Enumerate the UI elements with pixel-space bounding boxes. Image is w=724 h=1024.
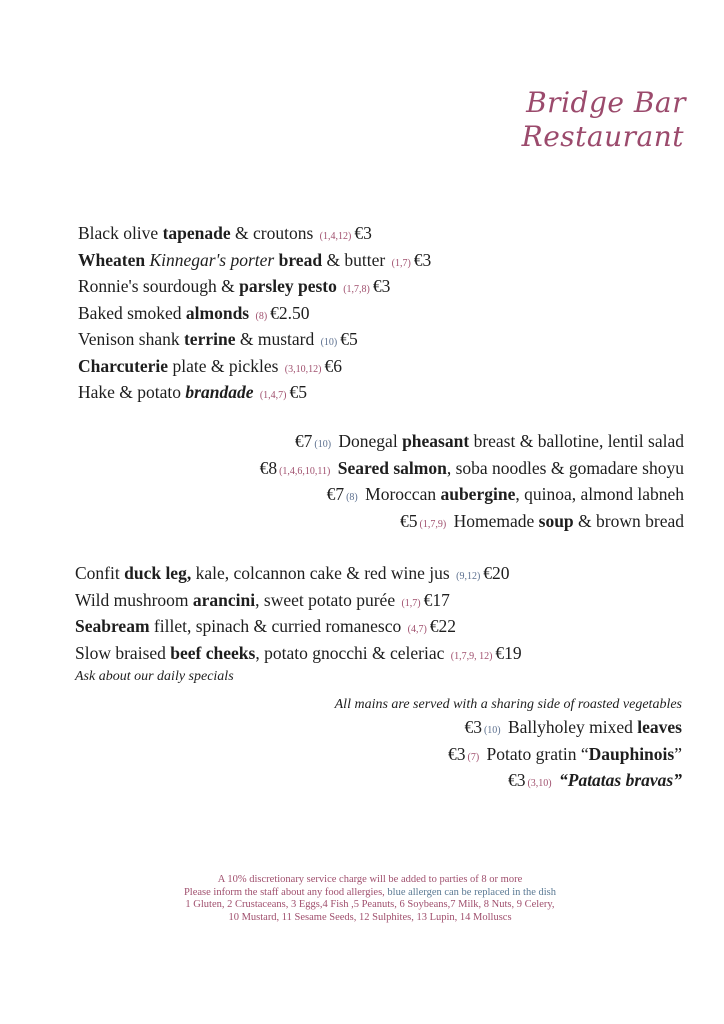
item-price: €2.50 [270, 302, 310, 323]
item-price: €22 [429, 616, 457, 636]
allergen-codes: (1,4,7) [259, 390, 287, 401]
allergen-codes: (9,12) [456, 571, 481, 582]
menu-item [260, 483, 684, 510]
item-highlight: Charcuterie [78, 355, 169, 376]
daily-specials-note: Ask about our daily specials [75, 669, 234, 684]
item-price: €3 [448, 743, 466, 764]
item-highlight: almonds [185, 302, 250, 323]
item-text: ” [674, 743, 682, 764]
item-price: €7 [326, 484, 345, 504]
menu-item [78, 381, 431, 408]
menu-item [78, 328, 431, 355]
item-text: Venison shank [78, 329, 184, 349]
item-text: Homemade [453, 510, 539, 531]
item-highlight: soup [538, 510, 574, 531]
title-line-1: Bridge Bar [526, 86, 686, 119]
item-text: Hake & potato [78, 382, 186, 402]
item-text: Moroccan [365, 484, 441, 504]
item-highlight: “Patatas bravas” [559, 770, 682, 790]
item-highlight: beef cheeks [170, 642, 256, 663]
allergen-legend-line-1: 1 Gluten, 2 Crustaceans, 3 Eggs,4 Fish ,5 Peanuts, 6 Soybeans,7 Milk, 8 Nuts, 9 Celery, [185, 899, 555, 910]
item-text: Ronnie's sourdough & [78, 276, 240, 296]
allergen-footer [150, 874, 590, 924]
menu-item [75, 589, 522, 616]
item-text: , potato gnocchi & celeriac [255, 642, 445, 663]
menu-item [335, 743, 682, 770]
item-highlight: Seabream [75, 616, 150, 636]
item-text: Wild mushroom [75, 589, 193, 610]
allergen-codes: (1,7) [401, 597, 421, 609]
blue-allergen-note: blue allergen can be replaced in the dish [387, 886, 557, 898]
item-text: , soba noodles & gomadare shoyu [446, 457, 684, 478]
item-price: €3 [372, 276, 391, 296]
allergen-codes: (8) [255, 310, 268, 322]
item-text: & mustard [235, 329, 315, 349]
item-highlight: bread [278, 249, 323, 270]
allergy-notice-text: Please inform the staff about any food allergies, [183, 886, 388, 898]
allergen-codes: (3,10,12) [284, 363, 322, 375]
item-highlight: duck leg, [124, 563, 192, 583]
menu-item [75, 615, 522, 642]
item-text: fillet, spinach & curried romanesco [149, 616, 402, 636]
item-price: €3 [464, 717, 482, 737]
menu-item [78, 275, 431, 302]
menu-item [335, 716, 682, 743]
item-text: Donegal [338, 431, 403, 451]
menu-item [75, 562, 522, 589]
item-text: , sweet potato purée [255, 589, 396, 610]
title-line-2: Restaurant [521, 120, 684, 153]
item-price: €8 [259, 457, 278, 478]
item-text: , quinoa, almond labneh [515, 484, 684, 504]
menu-item [260, 510, 684, 537]
item-text: & brown bread [573, 510, 684, 531]
allergen-codes: (1,4,6,10,11) [279, 465, 331, 477]
allergen-codes: (1,7,9, 12) [450, 650, 493, 662]
item-price: €6 [324, 355, 342, 376]
restaurant-title [522, 86, 686, 154]
menu-item [78, 249, 431, 276]
item-price: €3 [413, 249, 432, 270]
item-highlight: Seared salmon [337, 457, 447, 478]
menu-item [335, 769, 682, 796]
item-text: & butter [322, 249, 386, 270]
allergen-legend-line-2: 10 Mustard, 11 Sesame Seeds, 12 Sulphites, 13 Lupin, 14 Molluscs [228, 911, 512, 923]
item-price: €5 [289, 382, 308, 402]
item-highlight: arancini [192, 589, 256, 610]
item-text: breast & ballotine, lentil salad [469, 431, 684, 451]
item-highlight: parsley pesto [239, 276, 337, 296]
allergen-codes: (10) [314, 439, 332, 450]
allergen-codes: (1,4,12) [319, 231, 352, 242]
item-price: €7 [294, 431, 313, 451]
menu-item [78, 302, 431, 329]
menu-item [78, 355, 431, 382]
item-highlight: tapenade [162, 223, 231, 243]
menu-item [260, 430, 684, 457]
item-price: €17 [423, 589, 450, 610]
item-text: Baked smoked [78, 302, 186, 323]
menu-item [78, 222, 431, 249]
allergen-codes: (1,7,8) [343, 284, 370, 295]
menu-item [75, 642, 522, 669]
starters-section [78, 222, 431, 408]
item-text: Slow braised [75, 642, 171, 663]
item-price: €3 [507, 770, 526, 790]
item-highlight: Dauphinois [588, 743, 675, 764]
item-text: plate & pickles [168, 355, 279, 376]
item-highlight: terrine [183, 329, 236, 349]
allergen-codes: (10) [483, 725, 501, 736]
item-highlight: leaves [637, 717, 682, 737]
allergen-codes: (1,7,9) [419, 518, 447, 530]
item-text: Confit [75, 563, 125, 583]
item-text: kale, colcannon cake & red wine jus [191, 563, 450, 583]
service-charge-note: A 10% discretionary service charge will be added to parties of 8 or more [217, 874, 523, 885]
allergen-codes: (8) [346, 492, 358, 503]
allergen-codes: (3,10) [527, 778, 552, 789]
item-price: €5 [400, 510, 418, 531]
item-text: & croutons [230, 223, 314, 243]
item-price: €3 [354, 223, 372, 243]
allergen-codes: (1,7) [391, 257, 411, 269]
item-price: €19 [495, 642, 522, 663]
item-text: Potato gratin “ [486, 743, 589, 764]
allergy-notice [150, 887, 590, 900]
sides-section [335, 694, 682, 796]
mains-section [75, 562, 522, 686]
allergen-codes: (10) [320, 337, 338, 348]
item-price: €5 [340, 329, 358, 349]
item-price: €20 [483, 563, 510, 583]
sides-note: All mains are served with a sharing side of roasted vegetables [334, 697, 682, 712]
allergen-codes: (4,7) [407, 624, 427, 635]
item-highlight: brandade [185, 382, 254, 402]
item-highlight: pheasant [402, 431, 470, 451]
item-text: Ballyholey mixed [507, 717, 638, 737]
allergen-codes: (7) [467, 751, 480, 763]
item-text-italic: Kinnegar's porter [145, 249, 279, 270]
small-plates-section [260, 430, 684, 536]
item-text: Black olive [78, 223, 163, 243]
item-highlight: aubergine [440, 484, 516, 504]
item-highlight: Wheaten [78, 249, 146, 270]
menu-item [260, 457, 684, 484]
